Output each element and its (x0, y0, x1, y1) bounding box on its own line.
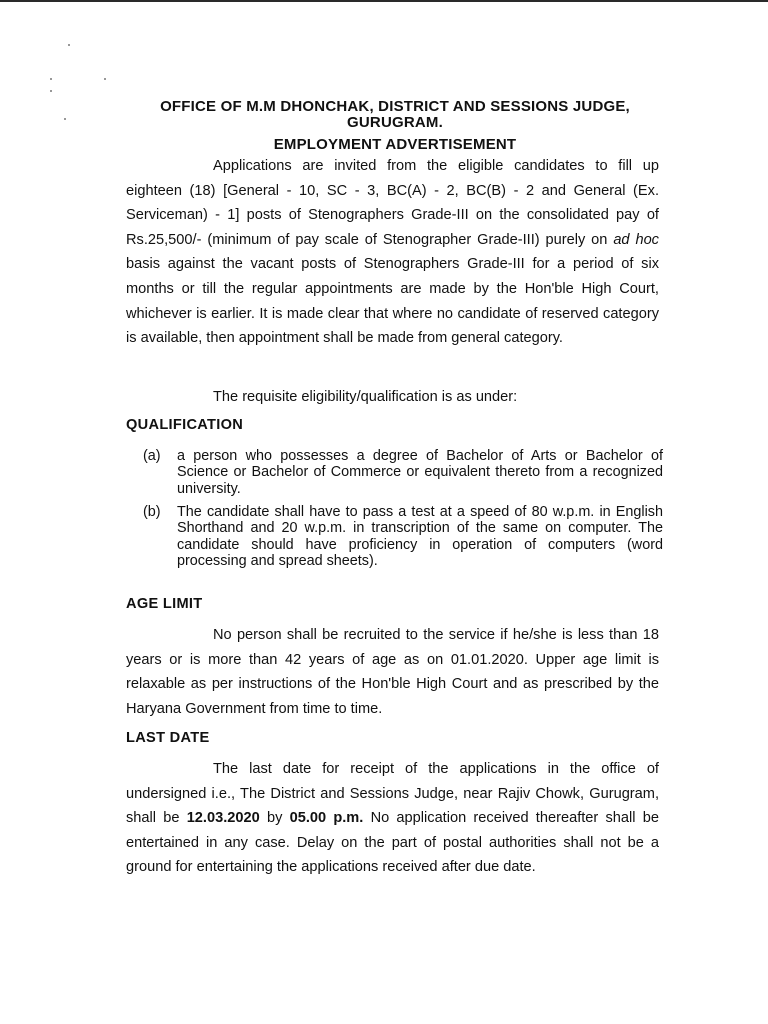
age-limit-paragraph (126, 623, 659, 721)
scan-speck (68, 44, 70, 46)
intro-text-part1: Applications are invited from the eligible candidates to fill up eighteen (18) [General - 10, SC - 3, BC(A) - 2, BC(B) - 2 and General (Ex. Serviceman) - 1] posts of Stenographers Grade-III on the consolidated pay of Rs.25,500/- (minimum of pay scale of Stenographer Grade-III) purely on (126, 158, 659, 248)
qualification-item-b (143, 504, 663, 570)
scan-speck (50, 90, 52, 92)
intro-ad-hoc: ad hoc (613, 231, 659, 248)
intro-paragraph (126, 154, 659, 351)
last-date-value: 12.03.2020 (186, 810, 260, 827)
list-marker: (b) (143, 504, 161, 520)
office-title-line2: GURUGRAM. (347, 114, 443, 131)
scan-speck (64, 118, 66, 120)
last-time-value: 05.00 p.m. (289, 810, 364, 827)
scan-speck (104, 78, 106, 80)
list-marker: (a) (143, 448, 161, 464)
last-date-text-part2: No application received thereafter shall be entertained in any case. Delay on the part of postal authorities shall not be a ground for entertaining the applications received after due date. (126, 810, 659, 876)
last-date-by: by (266, 810, 283, 827)
scan-speck (50, 78, 52, 80)
scan-edge (0, 0, 768, 2)
last-date-text-part1: The last date for receipt of the applications in the office of undersigned i.e., The District and Sessions Judge, near Rajiv Chowk, Gurugram, shall be (126, 761, 659, 827)
intro-text-part2: basis against the vacant posts of Stenographers Grade-III for a period of six months or till the regular appointments are made by the Hon'ble High Court, whichever is earlier. It is made clear that where no candidate of reserved category is available, then appointment shall be made from general category. (126, 256, 659, 347)
qualification-item-a (143, 448, 663, 497)
eligibility-lead: The requisite eligibility/qualification is as under: (213, 389, 518, 405)
last-date-heading: LAST DATE (126, 730, 210, 746)
age-limit-text: No person shall be recruited to the service if he/she is less than 18 years or is more than 42 years of age as on 01.01.2020. Upper age limit is relaxable as per instructions of the Hon'ble High Court and as prescribed by the Haryana Government from time to time. (126, 627, 659, 717)
last-date-paragraph (126, 757, 659, 880)
advertisement-title: EMPLOYMENT ADVERTISEMENT (273, 136, 517, 153)
qualification-item-text: a person who possesses a degree of Bachelor of Arts or Bachelor of Science or Bachelor of Commerce or equivalent thereto from a recognized university. (177, 448, 663, 497)
qualification-item-text: The candidate shall have to pass a test at a speed of 80 w.p.m. in English Shorthand and 20 w.p.m. in transcription of the same on computer. The candidate should have proficiency in operation of computers (word processing and spread sheets). (177, 504, 663, 570)
age-limit-heading: AGE LIMIT (126, 596, 203, 612)
office-title-line1: OFFICE OF M.M DHONCHAK, DISTRICT AND SESSIONS JUDGE, (160, 98, 630, 115)
qualification-heading: QUALIFICATION (126, 417, 244, 433)
